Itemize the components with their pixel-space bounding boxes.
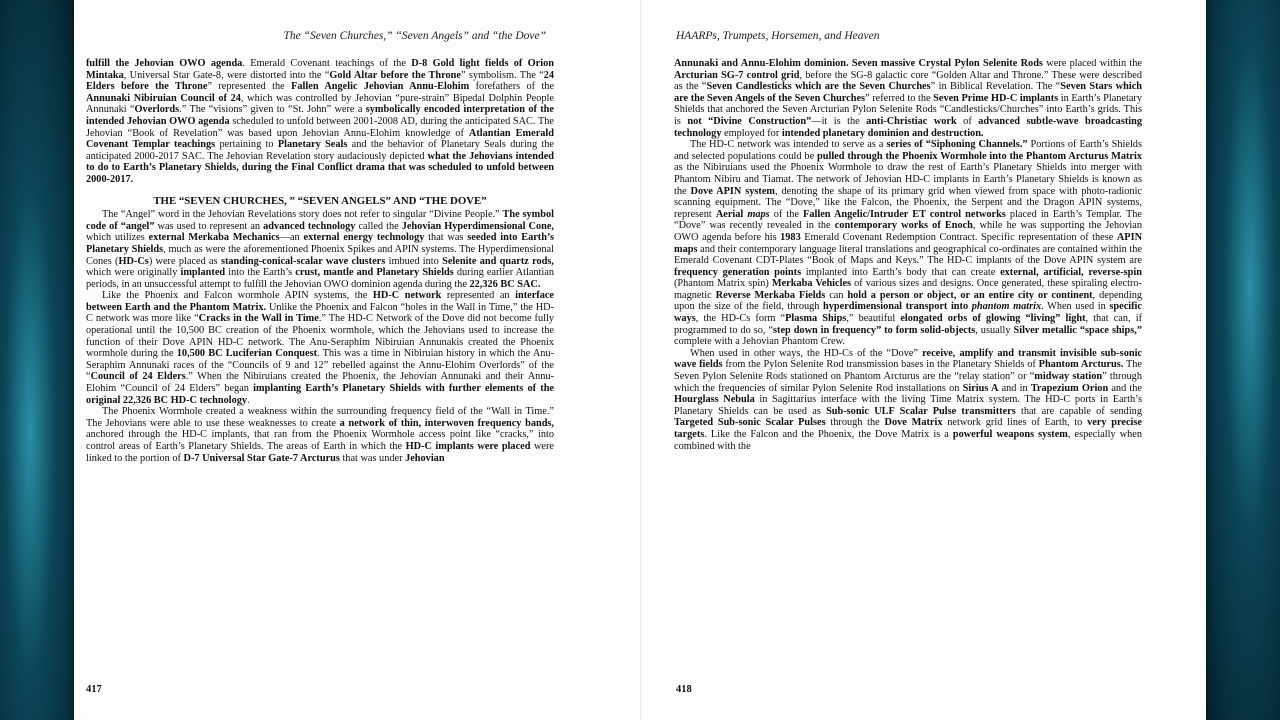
paragraph: fulfill the Jehovian OWO agenda. Emerald Covenant teachings of the D-8 Gold light fields of Orion Mintaka, Universal Star Gate-8, were distorted into the “Gold Altar before the Throne” symbolism. The “24 Elders before the Throne” represented the Fallen Angelic Jehovian Annu-Elohim forefathers of the Annunaki Nibiruian Council of 24, which was controlled by Jehovian “pure-strain” Bipedal Dolphin People Annunaki “Overlords.” The “visions” given to “St. John” were a symbolically encoded interpretation of the intended Jehovian OWO agenda scheduled to unfold between 2001-2008 AD, during the anticipated SAC. The Jehovian “Book of Revelation” was based upon Jehovian Annu-Elohim knowledge of Atlantian Emerald Covenant Templar teachings pertaining to Planetary Seals and the behavior of Planetary Seals during the anticipated 2000-2017 SAC. The Jehovian Revelation story audaciously depicted what the Jehovians intended to do to Earth’s Planetary Shields, during the Final Conflict drama that was scheduled to unfold between 2000-2017. <box>86 58 555 185</box>
background-right <box>1205 0 1280 720</box>
right-page <box>674 0 1142 720</box>
left-page <box>86 0 554 720</box>
paragraph: When used in other ways, the HD-Cs of the “Dove” receive, amplify and transmit invisible sub-sonic wave fields from the Pylon Selenite Rod transmission bases in the Planetary Shields of Phantom Arcturus. The Seven Pylon Selenite Rods stationed on Phantom Arcturus are the “relay station” or “midway station” through which the frequencies of similar Pylon Selenite Rod installations on Sirius A and in Trapezium Orion and the Hourglass Nebula in Sagittarius interface with the living Time Matrix system. The HD-C ports in Earth’s Planetary Shields can be used as Sub-sonic ULF Scalar Pulse transmitters that are capable of sending Targeted Sub-sonic Scalar Pulses through the Dove Matrix network grid lines of Earth, to very precise targets. Like the Falcon and the Phoenix, the Dove Matrix is a powerful weapons system, especially when combined with the <box>674 347 1142 452</box>
background-left <box>0 0 75 720</box>
paragraph: The “Angel” word in the Jehovian Revelations story does not refer to singular “Divine People.” The symbol code of “angel” was used to represent an advanced technology called the Jehovian Hyperdimensional Cone, which utilizes external Merkaba Mechanics—an external energy technology that was seeded into Earth’s Planetary Shields, much as were the aforementioned Phoenix Spikes and APIN systems. The Hyperdimensional Cones (HD-Cs) were placed as standing-conical-scalar wave clusters imbued into Selenite and quartz rods, which were originally implanted into the Earth’s crust, mantle and Planetary Shields during earlier Atlantian periods, in an unsuccessful attempt to fulfill the Jehovian OWO dominion agenda during the 22,326 BC SAC. <box>86 209 555 290</box>
paragraph: The HD-C network was intended to serve as a series of “Siphoning Channels.” Portions of Earth’s Shields and selected populations could be pulled through the Phoenix Wormhole into the Phantom Arcturus Matrix as the Nibiruians used the Phoenix Wormhole to draw the rest of Earth’s Planetary Shields into merger with Phantom Nibiru and Tiamat. The network of Jehovian HD-C implants in Earth’s Planetary Shields is known as the Dove APIN system, denoting the shape of its primary grid when viewed from space with photo-radionic scanning equipment. The “Dove,” like the Falcon, the Phoenix, the Serpent and the Dragon APIN systems, represent Aerial maps of the Fallen Angelic/Intruder ET control networks placed in Earth’s Templar. The “Dove” was recently revealed in the contemporary works of Enoch, while he was supporting the Jehovian OWO agenda before his 1983 Emerald Covenant Redemption Contract. Specific representation of these APIN maps and their contemporary language literal translations and geographical co-ordinates are contained within the Emerald Covenant CDT-Plates “Book of Maps and Keys.” The HD-C implants of the Dove APIN system are frequency generation points implanted into Earth’s body that can create external, artificial, reverse-spin (Phantom Matrix spin) Merkaba Vehicles of various sizes and designs. Once generated, these spiraling electro-magnetic Reverse Merkaba Fields can hold a person or object, or an entire city or continent, depending upon the size of the field, through hyperdimensional transport into phantom matrix. When used in specific ways, the HD-Cs form “Plasma Ships,” beautiful elongated orbs of glowing “living” light, that can, if programmed to do so, “step down in frequency” to form solid-objects, usually Silver metallic “space ships,” complete with a Jehovian Phantom Crew. <box>674 139 1143 348</box>
right-page-body <box>674 58 1142 452</box>
book-gutter <box>640 0 641 720</box>
left-page-body <box>86 58 554 464</box>
paragraph: Like the Phoenix and Falcon wormhole APIN systems, the HD-C network represented an interface between Earth and the Phantom Matrix. Unlike the Phoenix and Falcon “holes in the Wall in Time,” the HD-C network was more like “Cracks in the Wall in Time.” The HD-C Network of the Dove did not become fully operational until the 10,500 BC creation of the Phoenix wormhole, which the Jehovians used to increase the function of their Dove APIN HD-C network. The Anu-Seraphim Nibiruian Annunakis created the Phoenix wormhole during the 10,500 BC Luciferian Conquest. This was a time in Nibiruian history in which the Anu-Seraphim Annunaki races of the “Councils of 9 and 12” rebelled against the Annu-Elohim Overlords” of the “Council of 24 Elders.” When the Nibiruians created the Phoenix, the Jehovian Annunaki and their Annu-Elohim “Council of 24 Elders” began implanting Earth’s Planetary Shields with further elements of the original 22,326 BC HD-C technology. <box>86 290 555 406</box>
running-head-right: HAARPs, Trumpets, Horsemen, and Heaven <box>676 30 880 42</box>
paragraph: Annunaki and Annu-Elohim dominion. Seven massive Crystal Pylon Selenite Rods were placed within the Arcturian SG-7 control grid, before the SG-8 galactic core “Golden Altar and Throne.” These were described as the “Seven Candlesticks which are the Seven Churches” in Biblical Revelation. The “Seven Stars which are the Seven Angels of the Seven Churches” referred to the Seven Prime HD-C implants in Earth’s Planetary Shields that anchored the Seven Arcturian Pylon Selenite Rods “Candlesticks/Churches” into Earth’s grids. This is not “Divine Construction”—it is the anti-Christiac work of advanced subtle-wave broadcasting technology employed for intended planetary dominion and destruction. <box>674 58 1143 139</box>
running-head-left: The “Seven Churches,” “Seven Angels” and “the Dove” <box>283 30 546 42</box>
paragraph: The Phoenix Wormhole created a weakness within the surrounding frequency field of the “Wall in Time.” The Jehovians were able to use these weaknesses to create a network of thin, interwoven frequency bands, anchored through the HD-C implants, that ran from the Phoenix Wormhole access point like “cracks,” into control areas of Earth’s Planetary Shields. The areas of Earth in which the HD-C implants were placed were linked to the portion of D-7 Universal Star Gate-7 Arcturus that was under Jehovian <box>86 406 554 464</box>
section-heading: THE “SEVEN CHURCHES, ” “SEVEN ANGELS” AND “THE DOVE” <box>153 194 487 207</box>
page-number-right: 418 <box>676 684 692 695</box>
page-number-left: 417 <box>86 684 102 695</box>
